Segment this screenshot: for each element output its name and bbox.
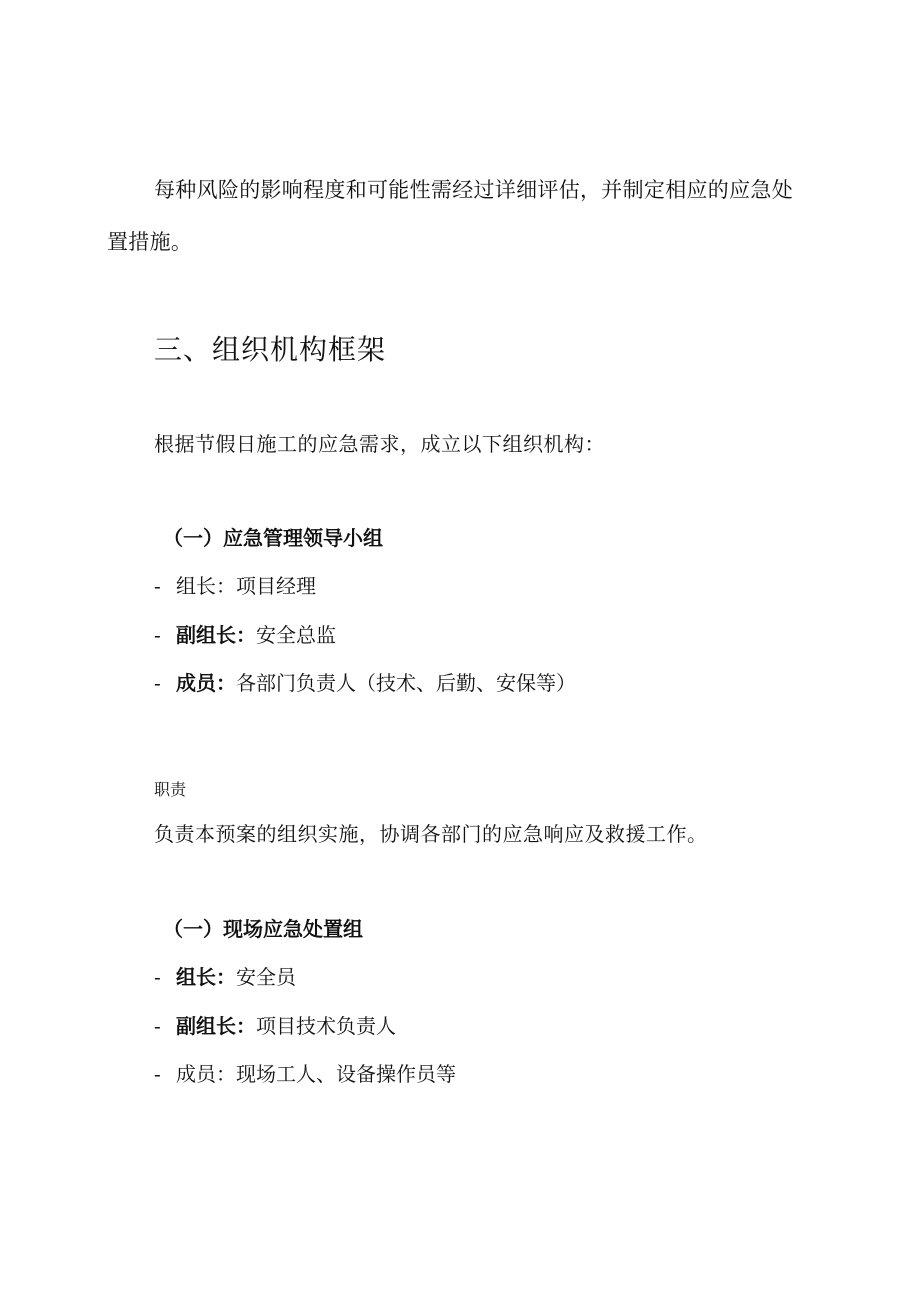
item-key: 副组长：	[176, 623, 256, 647]
list-dash: -	[154, 671, 161, 695]
item-value: 安全员	[236, 965, 296, 989]
group1-item-deputy	[154, 619, 336, 648]
intro-paragraph: 每种风险的影响程度和可能性需经过详细评估，并制定相应的应急处置措施。	[107, 178, 793, 254]
list-dash: -	[154, 1062, 161, 1086]
list-dash: -	[154, 965, 161, 989]
group1-item-leader	[154, 570, 316, 599]
section-heading: 三、组织机构框架	[154, 333, 387, 366]
group2-item-members	[154, 1058, 456, 1087]
item-value: 现场工人、设备操作员等	[236, 1062, 456, 1086]
duty-label: 职责	[154, 780, 187, 799]
section-lead: 根据节假日施工的应急需求，成立以下组织机构：	[154, 432, 605, 456]
item-key: 副组长：	[176, 1014, 256, 1038]
item-value: 安全总监	[256, 623, 336, 647]
list-dash: -	[154, 574, 161, 598]
duty-text: 负责本预案的组织实施，协调各部门的应急响应及救援工作。	[154, 822, 708, 846]
list-dash: -	[154, 623, 161, 647]
item-value: 项目技术负责人	[256, 1014, 396, 1038]
item-value: 各部门负责人（技术、后勤、安保等）	[236, 671, 576, 695]
item-key: 组长：	[176, 965, 236, 989]
group1-item-members	[154, 667, 576, 696]
item-key: 组长：	[176, 574, 236, 598]
item-key: 成员：	[176, 671, 236, 695]
group2-item-leader	[154, 961, 296, 990]
list-dash: -	[154, 1014, 161, 1038]
item-value: 项目经理	[236, 574, 316, 598]
group2-title: （一）现场应急处置组	[163, 917, 363, 941]
item-key: 成员：	[176, 1062, 236, 1086]
group2-item-deputy	[154, 1010, 396, 1039]
group1-title: （一）应急管理领导小组	[163, 526, 383, 550]
